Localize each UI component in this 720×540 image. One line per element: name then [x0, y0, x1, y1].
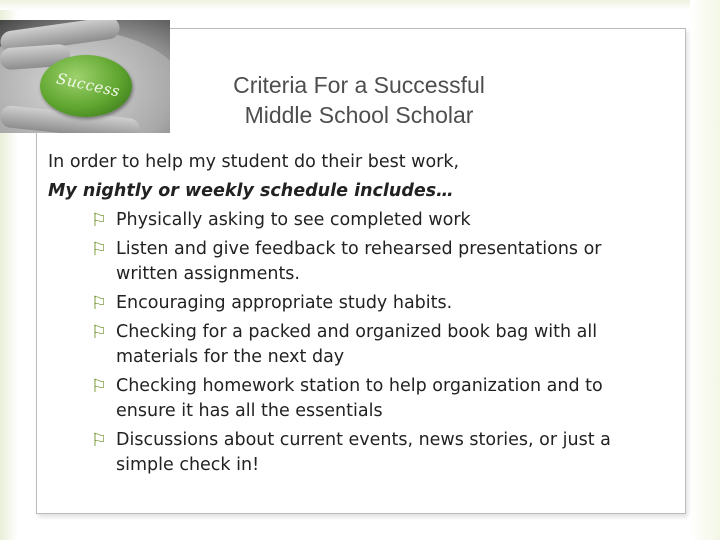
flag-icon: ⚐ [90, 430, 108, 451]
title-line-2: Middle School Scholar [244, 102, 474, 128]
list-item [86, 235, 678, 289]
list-item-text-continued: written assignments. [116, 264, 300, 284]
list-item-text-continued: simple check in! [116, 455, 260, 475]
list-item-text: Physically asking to see completed work [116, 210, 471, 230]
list-item [86, 372, 678, 426]
right-decor-edge [690, 0, 720, 540]
list-item-text-continued: ensure it has all the essentials [116, 401, 383, 421]
flag-icon: ⚐ [90, 322, 108, 343]
intro-text: In order to help my student do their best work, [48, 152, 460, 172]
flag-icon: ⚐ [90, 239, 108, 260]
top-decor-rule [0, 0, 720, 10]
flag-icon: ⚐ [90, 210, 108, 231]
flag-icon: ⚐ [90, 376, 108, 397]
list-item-text: Encouraging appropriate study habits. [116, 293, 453, 313]
criteria-list [48, 206, 678, 480]
list-item-text: Discussions about current events, news stories, or just a [116, 430, 611, 450]
list-item-text: Checking homework station to help organization and to [116, 376, 603, 396]
slide-title [180, 70, 538, 130]
list-item [86, 426, 678, 480]
success-stone-photo [0, 20, 170, 133]
list-item [86, 206, 678, 235]
list-item [86, 318, 678, 372]
title-line-1: Criteria For a Successful [233, 72, 485, 98]
list-item-text: Checking for a packed and organized book bag with all [116, 322, 598, 342]
list-item-text: Listen and give feedback to rehearsed presentations or [116, 239, 602, 259]
list-item-text-continued: materials for the next day [116, 347, 345, 367]
flag-icon: ⚐ [90, 293, 108, 314]
slide-body [48, 148, 678, 480]
schedule-heading: My nightly or weekly schedule includes… [48, 181, 454, 201]
list-item [86, 289, 678, 318]
stone-label: Success [54, 69, 122, 101]
